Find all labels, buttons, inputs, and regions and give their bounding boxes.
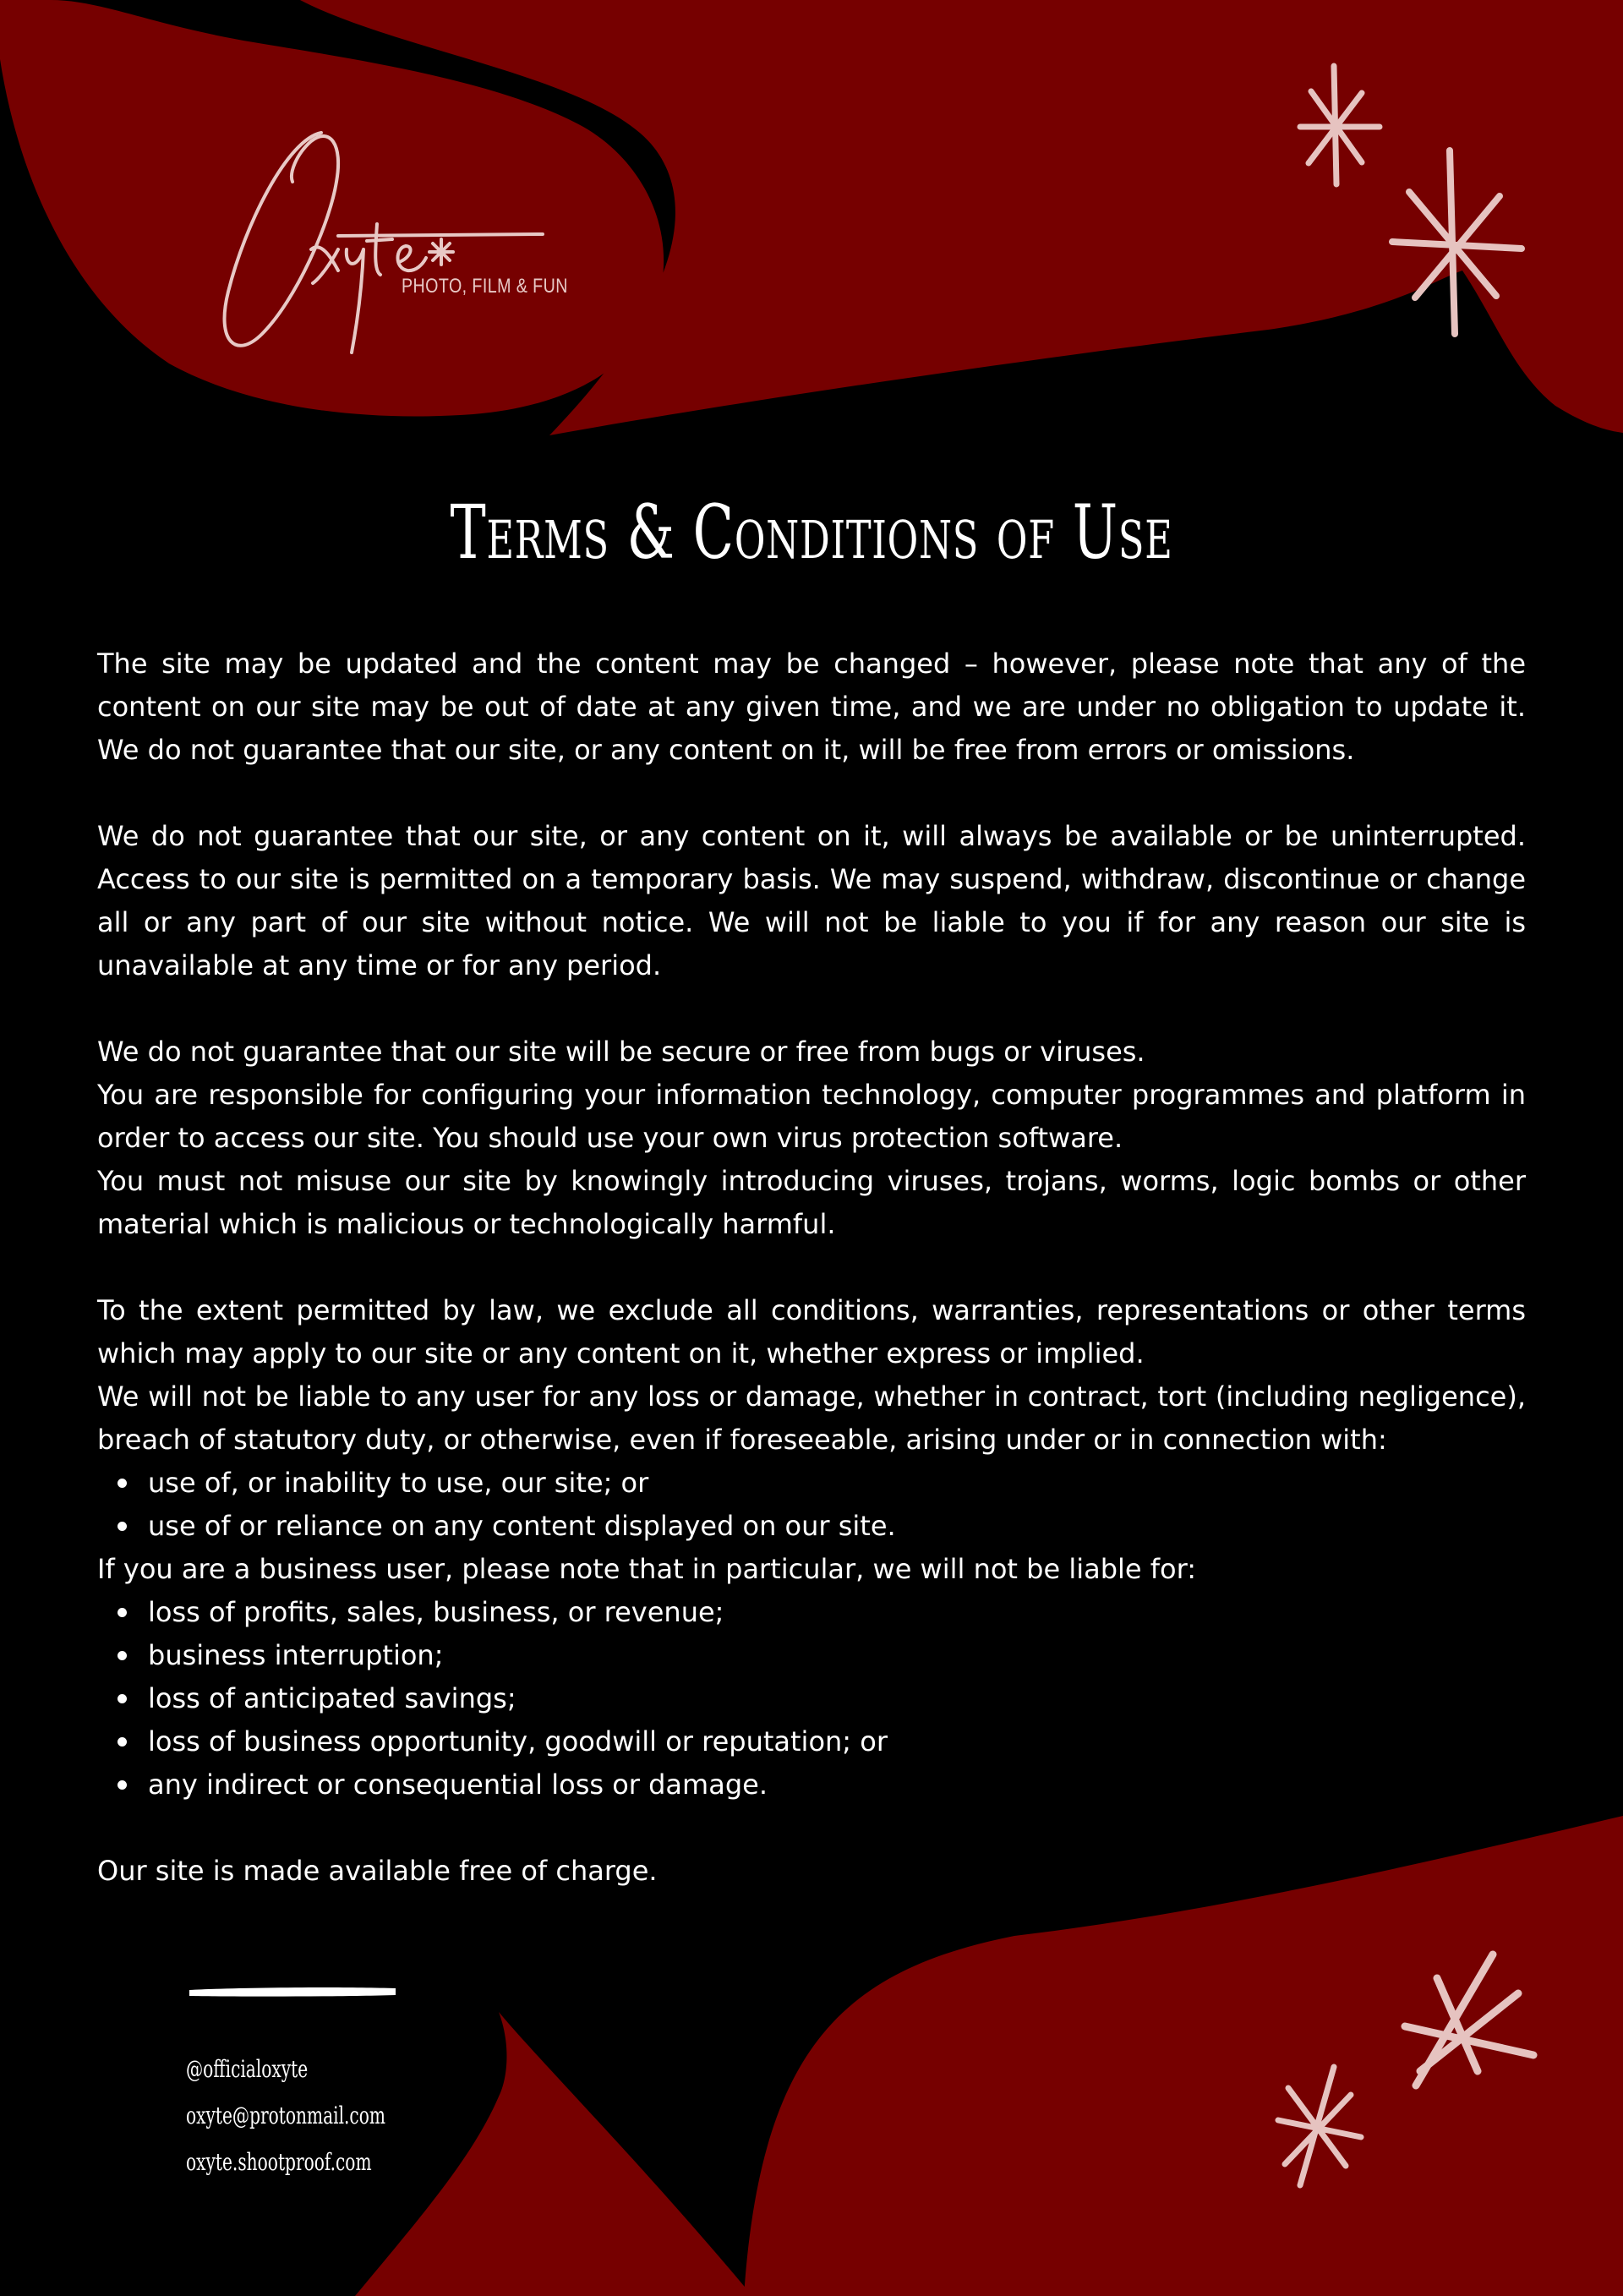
security-line-misuse: You must not misuse our site by knowingly introducing viruses, trojans, worms, logic bombs or other material which is malicious or technologically harmful.: [97, 1165, 1526, 1240]
list-item: any indirect or consequential loss or damage.: [148, 1763, 1526, 1807]
brand-logo[interactable]: [211, 123, 566, 359]
list-item: loss of profits, sales, business, or revenue;: [148, 1591, 1526, 1634]
liability-list-users: [97, 1462, 1526, 1548]
security-line-responsibility: You are responsible for configuring your information technology, computer programmes and platform in order to access our site. You should use your own virus protection software.: [97, 1079, 1526, 1154]
liability-line-not-liable: We will not be liable to any user for any loss or damage, whether in contract, tort (including negligence), breach of statutory duty, or otherwise, even if foreseeable, arising under or in connection with:: [97, 1380, 1526, 1456]
liability-line-exclusions: To the extent permitted by law, we exclude all conditions, warranties, representations or other terms which may apply to our site or any content on it, whether express or implied.: [97, 1294, 1526, 1369]
paragraph-free-of-charge: Our site is made available free of charge.: [97, 1855, 658, 1887]
list-item: business interruption;: [148, 1634, 1526, 1677]
logo-script-mark: [211, 123, 566, 359]
paragraph-liability: [97, 1289, 1526, 1807]
security-line-viruses: We do not guarantee that our site will be secure or free from bugs or viruses.: [97, 1036, 1145, 1068]
list-item: loss of business opportunity, goodwill or reputation; or: [148, 1720, 1526, 1763]
logo-tagline: PHOTO, FILM & FUN: [402, 275, 568, 298]
liability-list-business: [97, 1591, 1526, 1807]
list-item: use of, or inability to use, our site; or: [148, 1462, 1526, 1505]
paragraph-security: [97, 1030, 1526, 1246]
list-item: loss of anticipated savings;: [148, 1677, 1526, 1720]
paragraph-availability: We do not guarantee that our site, or any content on it, will always be available or be uninterrupted. Access to our site is permitted on a temporary basis. We may suspend, withdraw, discontinue or change all or any part of our site without notice. We will not be liable to you if for any reason our site is unavailable at any time or for any period.: [97, 820, 1526, 981]
social-handle-link[interactable]: @officialoxyte: [186, 2055, 309, 2083]
page-title: Terms & Conditions of Use: [450, 489, 1173, 576]
brush-divider: [188, 1985, 397, 1998]
list-item: use of or reliance on any content displayed on our site.: [148, 1505, 1526, 1548]
website-link[interactable]: oxyte.shootproof.com: [186, 2148, 372, 2176]
terms-content: [97, 642, 1526, 1893]
liability-line-business: If you are a business user, please note that in particular, we will not be liable for:: [97, 1553, 1196, 1585]
contact-info: [186, 2046, 385, 2185]
paragraph-content-updates: The site may be updated and the content may be changed – however, please note that any of the content on our site may be out of date at any given time, and we are under no obligation to update it. We do not guarantee that our site, or any content on it, will be free from errors or omissions.: [97, 648, 1526, 766]
bottom-left-red-wedge: [355, 2012, 752, 2296]
email-link[interactable]: oxyte@protonmail.com: [186, 2102, 385, 2129]
